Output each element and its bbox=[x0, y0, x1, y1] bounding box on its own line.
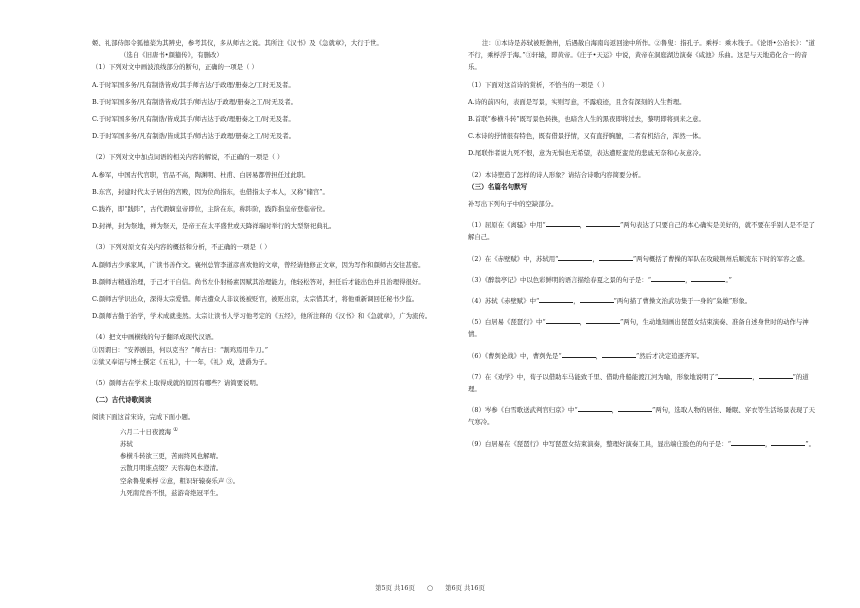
right-page-number: 第6页 共16页 bbox=[445, 584, 485, 592]
answer-blank[interactable] bbox=[759, 378, 793, 379]
answer-blank[interactable] bbox=[546, 226, 580, 227]
q2-option-c[interactable]: C.践祚，即“践阼”，古代谓嫡皇帝即位，主阶在东，称阼阶，践阼指皇帝登临帝位。 bbox=[92, 205, 329, 214]
dictation-prompt: （5）白居易《琵琶行》中“ bbox=[468, 318, 546, 327]
question-4-stem: （4）把文中画横线的句子翻译成现代汉语。 bbox=[92, 333, 218, 342]
dictation-list bbox=[468, 210, 820, 450]
question-3-stem: （3）下列对原文有关内容的概括和分析，不正确的一项是（ ） bbox=[92, 243, 271, 252]
answer-blank[interactable] bbox=[771, 445, 805, 446]
section-2-intro: 阅读下面这首宋诗，完成下面小题。 bbox=[92, 413, 195, 422]
answer-blank[interactable] bbox=[731, 445, 765, 446]
dictation-prompt: （4）苏轼《赤壁赋》中“ bbox=[468, 297, 540, 306]
section-3-title: （三）名篇名句默写 bbox=[468, 182, 528, 191]
poem-q1-option-d[interactable]: D.尾联作者说九死不恨，意为无惧也无希望，表达遭贬蛮荒的悲戚无奈和心灰意冷。 bbox=[468, 149, 705, 158]
dictation-hint: ”两句描了曹操文治武功集于一身的“枭雄”形象。 bbox=[613, 297, 752, 306]
passage-source: （选自《旧唐书•颜籀传》，有删改） bbox=[120, 51, 223, 60]
q1-option-b[interactable]: B.于时军国多务/凡有制诰皆成/其手/师古达/于政理/册奏之工/时无及者。 bbox=[92, 97, 297, 106]
dictation-item bbox=[468, 371, 820, 395]
poem-q1-option-b[interactable]: B.首联“参横斗转”既写景色转换，也暗含人生的黑夜即将过去，黎明即将到来之意。 bbox=[468, 115, 705, 124]
answer-blank[interactable] bbox=[546, 323, 580, 324]
answer-blank[interactable] bbox=[586, 323, 620, 324]
dictation-item bbox=[468, 219, 820, 243]
answer-blank[interactable] bbox=[562, 357, 596, 358]
blank-separator: ， bbox=[685, 275, 692, 284]
question-1-stem: （1）下列对文中画波浪线部分的断句，正确的一项是（ ） bbox=[92, 63, 258, 72]
poem-line-4: 九死南荒吾不恨，兹游奇绝冠平生。 bbox=[120, 488, 223, 497]
dictation-hint: ”。 bbox=[805, 439, 816, 448]
poem-line-2: 云散月明谁点缀？天容海色本澄清。 bbox=[120, 464, 223, 473]
blank-separator: ， bbox=[573, 297, 580, 306]
blank-separator: ， bbox=[579, 318, 587, 327]
q3-option-d[interactable]: D.颜师古勤于治学，学术成就斐然。太宗让读书人学习他考定的《五经》，他所注释的《汉书》和《急就章》，广为流传。 bbox=[92, 312, 432, 321]
blank-separator: ， bbox=[595, 351, 602, 360]
dictation-hint: ”的道理。 bbox=[468, 372, 809, 394]
answer-blank[interactable] bbox=[580, 302, 614, 303]
right-column bbox=[468, 37, 820, 450]
dictation-prompt: （3）《醉翁亭记》中以色彩鲜明的语言描绘春夏之景的句子是：“ bbox=[468, 275, 652, 284]
answer-blank[interactable] bbox=[599, 260, 633, 261]
poem-title bbox=[92, 424, 440, 438]
left-page-number: 第5页 共16页 bbox=[375, 584, 415, 592]
left-column bbox=[92, 37, 440, 499]
dictation-prompt: （8）岑参《白雪歌送武判官归京》中“ bbox=[468, 406, 578, 415]
answer-blank[interactable] bbox=[586, 226, 620, 227]
section-3-intro: 补写出下列句子中的空缺部分。 bbox=[468, 200, 558, 209]
q3-option-b[interactable]: B.颜师古精通治理，于己才干自信。尚书左仆射杨素因赋其治理能力，他轻松答对，担任后才能出色并且治理得很好。 bbox=[92, 277, 425, 286]
poem-title-text: 六月二十日夜渡海 bbox=[120, 427, 172, 436]
dictation-item bbox=[468, 274, 820, 286]
q1-option-c[interactable]: C.于时军国多务/凡有制诰/皆成其手/师古达于政/理册奏之工/时无及者。 bbox=[92, 115, 295, 124]
dictation-hint: ”两句表达了只要自己的本心确实是美好的，就不要在乎别人是不是了解自己。 bbox=[468, 221, 816, 242]
poem-notes: 注：①本诗是苏轼被贬儋州，后遇赦自海南岛返回途中所作。②鲁叟：指孔子。乘桴：乘木筏子。《论语•公冶长》：“道不行，乘桴浮于海。”③轩辕，即黄帝。《庄子•天运》中说，黄帝在洞庭湖边演奏《咸池》乐曲。这是与天地造化合一的音乐。 bbox=[468, 39, 815, 72]
answer-blank[interactable] bbox=[558, 260, 592, 261]
dictation-item bbox=[468, 404, 820, 428]
dictation-hint: ”然后才决定追逐齐军。 bbox=[636, 351, 704, 360]
dictation-hint: ”两句，生动地刻画出琵琶女结束演奏、准备自述身世时的动作与神情。 bbox=[468, 318, 809, 339]
poem-q1-option-c[interactable]: C.本诗的抒情很有特色，既有借景抒情，又有直抒胸臆，二者有机结合，浑然一体。 bbox=[468, 132, 705, 141]
answer-blank[interactable] bbox=[691, 281, 725, 282]
section-2-title: （二）古代诗歌阅读 bbox=[92, 396, 152, 405]
poem-title-note: ① bbox=[173, 426, 178, 433]
poem-question-1-stem: （1）下面对这首诗的赏析，不恰当的一项是（ ） bbox=[468, 80, 609, 89]
answer-blank[interactable] bbox=[539, 302, 573, 303]
dictation-item bbox=[468, 350, 820, 362]
dictation-item bbox=[468, 438, 820, 450]
dictation-hint: ”两句，选取人物的居住、睡眠、穿衣等生活场景表现了天气寒冷。 bbox=[468, 406, 816, 427]
q1-option-d[interactable]: D.于时军国多务/凡有制诰/皆成其手/师古达于政理/册奏之工/时无及者。 bbox=[92, 132, 296, 141]
answer-blank[interactable] bbox=[718, 378, 752, 379]
dictation-prompt: （2）在《赤壁赋》中，苏轼用“ bbox=[468, 254, 559, 263]
dictation-item bbox=[468, 295, 820, 307]
fold-circle-icon: ○ bbox=[426, 584, 434, 592]
dictation-item bbox=[468, 253, 820, 265]
q1-option-a[interactable]: A.于时军国多务/凡有制诰皆成/其手师古达/于政理/册奏之/工时无及者。 bbox=[92, 80, 295, 89]
blank-separator: ， bbox=[764, 439, 772, 448]
dictation-item bbox=[468, 316, 820, 340]
dictation-prompt: （9）白居易在《琵琶行》中写琵琶女结束演奏，整理好演奏工具，显出端庄脸色的句子是：“ bbox=[468, 439, 731, 448]
answer-blank[interactable] bbox=[618, 411, 652, 412]
dictation-prompt: （6）《曹刿论战》中，曹刿先是“ bbox=[468, 351, 562, 360]
q4-item-1: ①因谓曰：“安养剧县，何以克当？”师古曰：“割鸡焉用牛刀。” bbox=[92, 345, 269, 354]
answer-blank[interactable] bbox=[651, 281, 685, 282]
blank-separator: ， bbox=[592, 254, 599, 263]
poem-author: 苏轼 bbox=[120, 440, 133, 448]
blank-separator: ， bbox=[752, 372, 759, 381]
poem-line-1: 参横斗转欲三更，苦雨终风也解晴。 bbox=[120, 452, 223, 461]
answer-blank[interactable] bbox=[602, 357, 636, 358]
q2-option-a[interactable]: A.参军，中国古代官职，官品不高，陶渊明、杜甫、白居易都曾担任过此职。 bbox=[92, 170, 310, 179]
question-5-stem: （5）颜师古在学术上取得成就的原因有哪些？请简要说明。 bbox=[92, 379, 263, 388]
answer-blank[interactable] bbox=[578, 411, 612, 412]
passage-tail: 姬、礼部侍郎令狐德棻为其辨史，参考其仪，多从师古之说。其所注《汉书》及《急就章》，大行于世。 bbox=[92, 39, 383, 47]
dictation-hint: 。” bbox=[725, 275, 732, 284]
poem-q1-option-a[interactable]: A.诗的前四句，表面是写景，实则写意，不露痕迹，且含有深刻的人生哲理。 bbox=[468, 97, 686, 106]
poem-question-2-stem: （2）本诗塑造了怎样的诗人形象？请结合诗歌内容简要分析。 bbox=[468, 170, 645, 179]
page-footer bbox=[0, 583, 860, 592]
blank-separator: ， bbox=[579, 221, 587, 230]
q3-option-c[interactable]: C.颜师古学识出众，深得太宗爱惜。师古遭众人非议後被贬官，被贬出京，太宗惜其才，将他重新调回任秘书少监。 bbox=[92, 295, 419, 304]
q2-option-d[interactable]: D.封禅，封为祭地，禅为祭天，是帝王在太平盛世或天降祥瑞时举行的大型祭祀典礼。 bbox=[92, 222, 336, 231]
dictation-prompt: （1）屈原在《离骚》中用“ bbox=[468, 221, 546, 230]
poem-line-3: 空余鲁叟乘桴 ②意，粗识轩辕奏乐声 ③。 bbox=[120, 476, 240, 485]
blank-separator: ， bbox=[611, 406, 618, 415]
q2-option-b[interactable]: B.东宫，封建时代太子居住的宫殿，因为位尚指东，也借指太子本人，又称“储宫”。 bbox=[92, 187, 329, 196]
q4-item-2: ②狱又奉诏与博士撰定《五礼》，十一年，《礼》成，进爵为子。 bbox=[92, 357, 271, 366]
dictation-hint: ”两句概括了曹操的军队在攻破荆州后顺流东下时的军容之盛。 bbox=[632, 254, 809, 263]
q3-option-a[interactable]: A.颜师古少承家风，广读书善作文。襄州总管李道彦喜欢他的文章，曾经请他修正文章，因为写作和颜师古交往甚密。 bbox=[92, 260, 425, 269]
question-2-stem: （2）下列对文中加点词语的相关内容的解说，不正确的一项是（ ） bbox=[92, 153, 284, 162]
dictation-prompt: （7）在《劝学》中，荀子以借助车马能致千里、借助舟船能渡江河为喻，形象地说明了“ bbox=[468, 372, 719, 381]
